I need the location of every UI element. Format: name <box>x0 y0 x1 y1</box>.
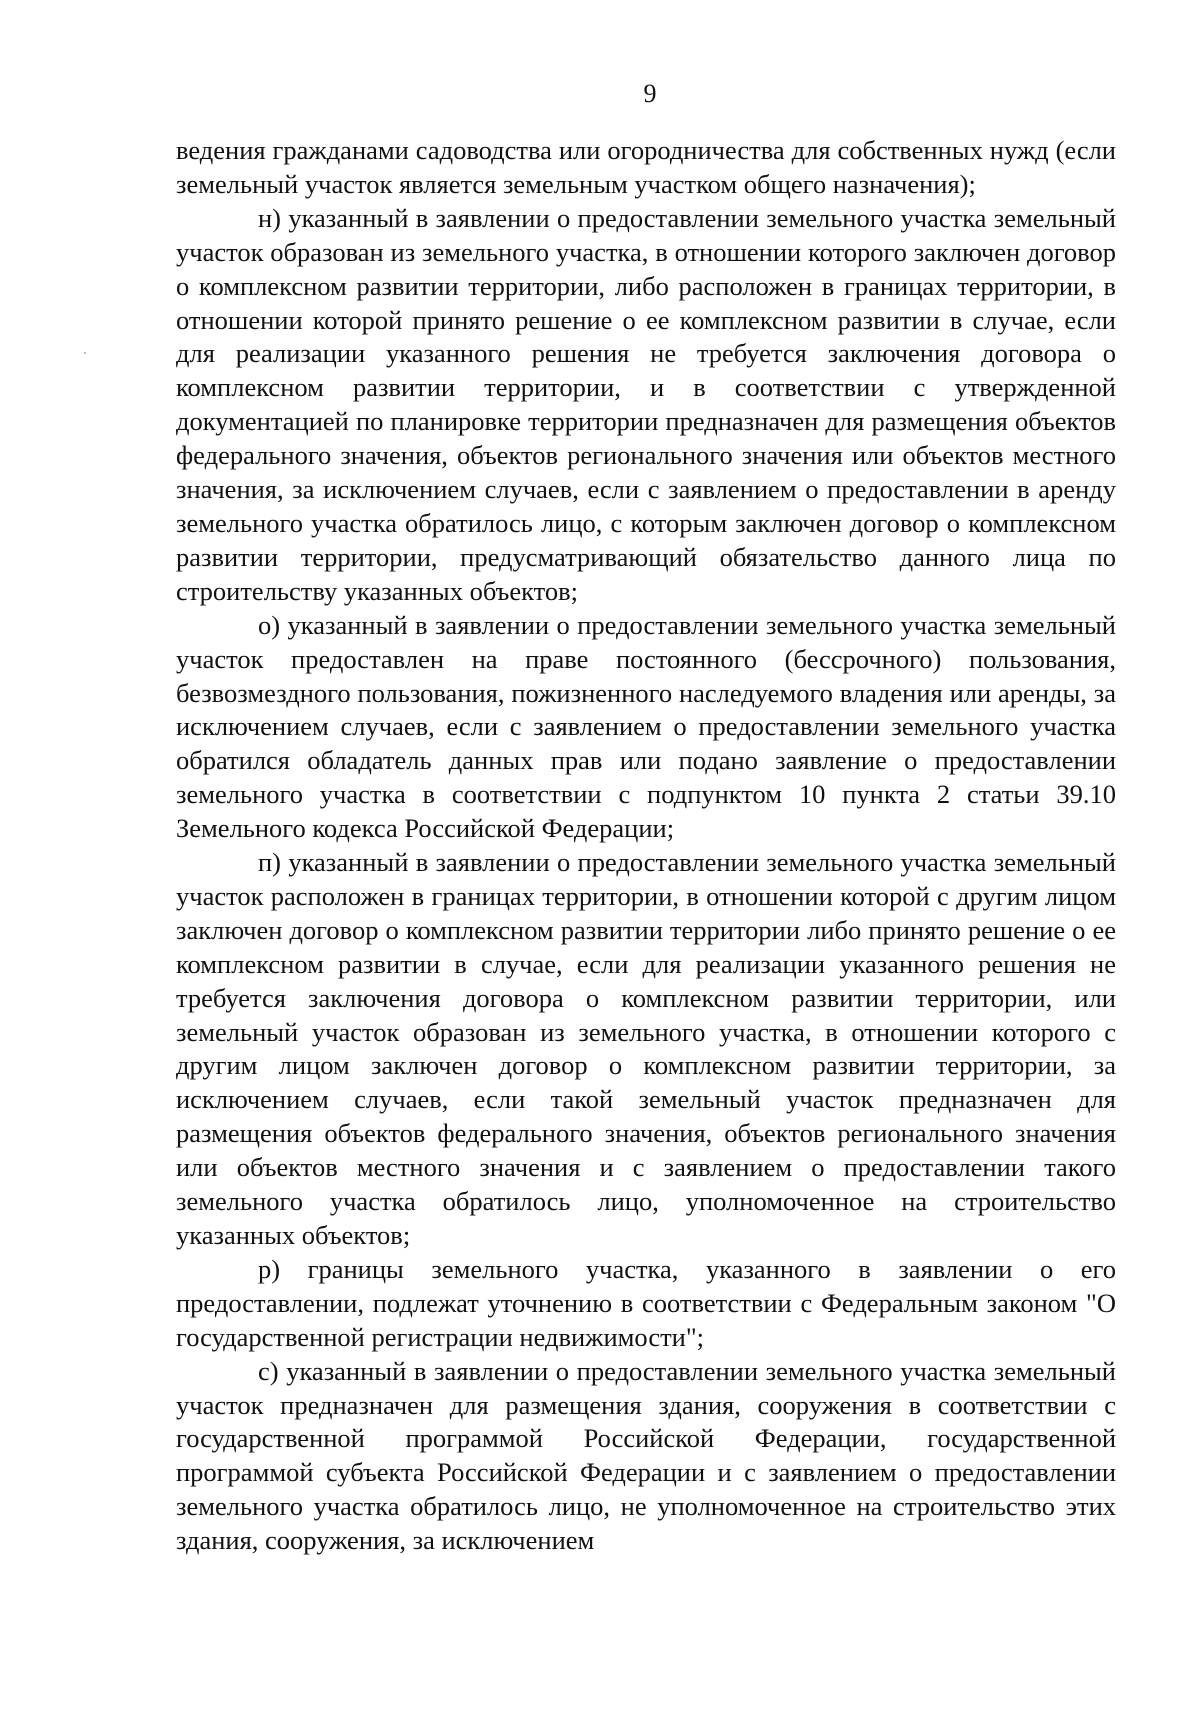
paragraph-item-r: р) границы земельного участка, указанного в заявлении о его предоставлении, подлежат уточнению в соответствии с Федеральным законом "О государственной регистрации недвижимости"; <box>176 1253 1116 1352</box>
paragraph-continuation: ведения гражданами садоводства или огородничества для собственных нужд (если земельный участок является земельным участком общего назначения); <box>176 135 1116 199</box>
paragraph-item-s: с) указанный в заявлении о предоставлении земельного участка земельный участок предназначен для размещения здания, сооружения в соответствии с государственной программой Российской Федерации, государственной программой субъекта Российской Федерации и с заявлением о предоставлении земельного участка обратилось лицо, не уполномоченное на строительство этих здания, сооружения, за исключением <box>176 1355 1116 1556</box>
page-number: 9 <box>643 79 657 108</box>
scan-speck <box>84 352 86 354</box>
paragraph-item-p: п) указанный в заявлении о предоставлении земельного участка земельный участок расположен в границах территории, в отношении которой с другим лицом заключен договор о комплексном развитии территории либо принято решение о ее комплексном развитии в случае, если для реализации указанного решения не требуется заключения договора о комплексном развитии территории, или земельный участок образован из земельного участка, в отношении которого с другим лицом заключен договор о комплексном развитии территории, за исключением случаев, если такой земельный участок предназначен для размещения объектов федерального значения, объектов регионального значения или объектов местного значения и с заявлением о предоставлении такого земельного участка обратилось лицо, уполномоченное на строительство указанных объектов; <box>176 847 1116 1250</box>
paragraph-item-n: н) указанный в заявлении о предоставлении земельного участка земельный участок образован из земельного участка, в отношении которого заключен договор о комплексном развитии территории, либо расположен в границах территории, в отношении которой принято решение о ее комплексном развитии в случае, если для реализации указанного решения не требуется заключения договора о комплексном развитии территории, и в соответствии с утвержденной документацией по планировке территории предназначен для размещения объектов федерального значения, объектов регионального значения или объектов местного значения, за исключением случаев, если с заявлением о предоставлении в аренду земельного участка обратилось лицо, с которым заключен договор о комплексном развитии территории, предусматривающий обязательство данного лица по строительству указанных объектов; <box>176 202 1116 606</box>
paragraph-item-o: о) указанный в заявлении о предоставлении земельного участка земельный участок предоставлен на праве постоянного (бессрочного) пользования, безвозмездного пользования, пожизненного наследуемого владения или аренды, за исключением случаев, если с заявлением о предоставлении земельного участка обратился обладатель данных прав или подано заявление о предоставлении земельного участка в соответствии с подпунктом 10 пункта 2 статьи 39.10 Земельного кодекса Российской Федерации; <box>176 609 1116 844</box>
document-body <box>176 134 1116 1558</box>
